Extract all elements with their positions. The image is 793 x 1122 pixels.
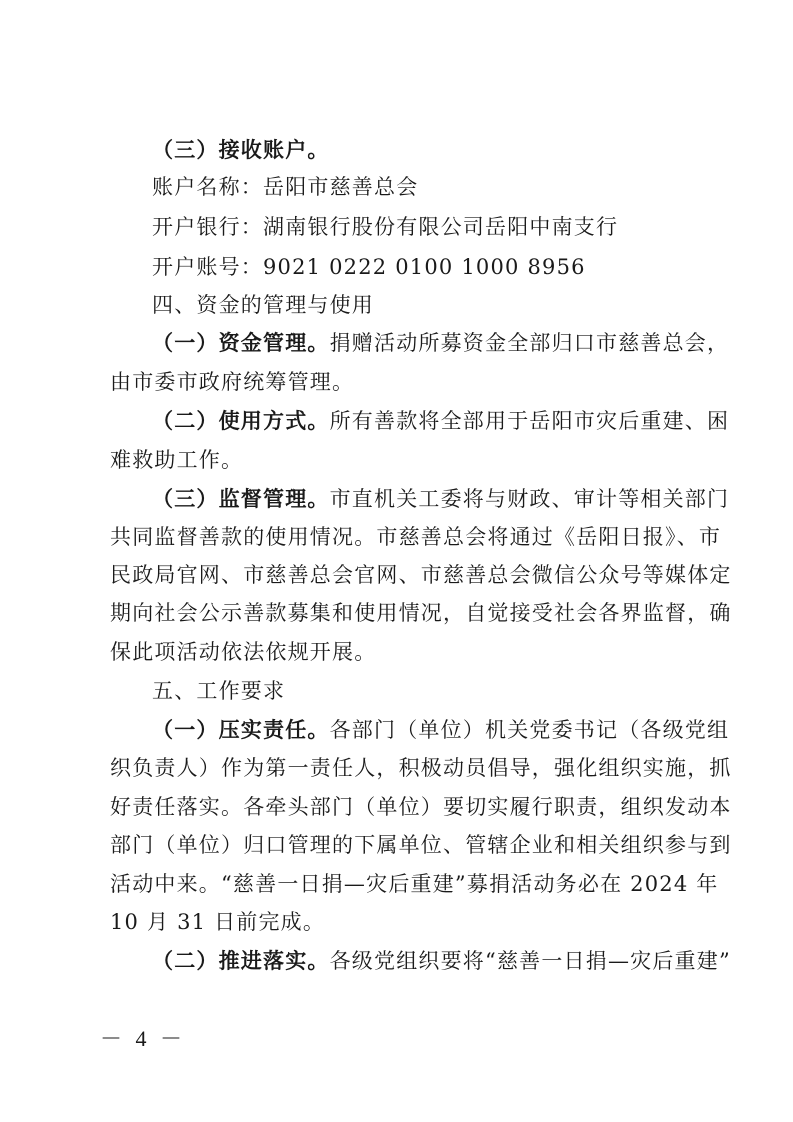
paragraph-label: （一）压实责任。 [152, 717, 330, 742]
paragraph-supervision [152, 484, 729, 514]
paragraph-line: 期向社会公示善款募集和使用情况，自觉接受社会各界监督，确 [110, 601, 732, 625]
paragraph-line: 10 月 31 日前完成。 [110, 910, 326, 934]
paragraph-responsibility [152, 715, 729, 745]
paragraph-fund-management [152, 328, 729, 358]
paragraph-text: 各级党组织要将“慈善一日捐—灾后重建” [329, 949, 731, 973]
paragraph-line: 民政局官网、市慈善总会官网、市慈善总会微信公众号等媒体定 [110, 563, 732, 587]
paragraph-implementation [152, 946, 731, 976]
page-number: － 4 － [100, 1026, 187, 1051]
bank-line: 开户银行：湖南银行股份有限公司岳阳中南支行 [152, 215, 619, 239]
paragraph-text: 所有善款将全部用于岳阳市灾后重建、困 [329, 409, 730, 433]
paragraph-line: 部门（单位）归口管理的下属单位、管辖企业和相关组织参与到 [110, 833, 732, 857]
paragraph-line: 难救助工作。 [110, 448, 244, 472]
paragraph-line: 织负责人）作为第一责任人，积极动员倡导，强化组织实施，抓 [110, 756, 732, 780]
paragraph-line: 好责任落实。各牵头部门（单位）要切实履行职责，组织发动本 [110, 795, 732, 819]
paragraph-line: 共同监督善款的使用情况。市慈善总会将通过《岳阳日报》、市 [110, 525, 722, 549]
account-name-line: 账户名称：岳阳市慈善总会 [152, 175, 419, 199]
paragraph-text: 捐赠活动所募资金全部归口市慈善总会， [329, 331, 730, 355]
paragraph-label: （三）监督管理。 [152, 486, 330, 511]
account-number-line: 开户账号：9021 0222 0100 1000 8956 [152, 255, 586, 279]
paragraph-text: 市直机关工委将与财政、审计等相关部门 [329, 487, 730, 511]
paragraph-label: （二）使用方式。 [152, 408, 330, 433]
part4-heading: 四、资金的管理与使用 [152, 293, 374, 317]
paragraph-text: 各部门（单位）机关党委书记（各级党组 [329, 718, 730, 742]
paragraph-line: 由市委市政府统筹管理。 [110, 370, 355, 394]
paragraph-line: 活动中来。“慈善一日捐—灾后重建”募捐活动务必在 2024 年 [110, 872, 719, 896]
part5-heading: 五、工作要求 [152, 679, 286, 703]
paragraph-line: 保此项活动依法依规开展。 [110, 640, 377, 664]
paragraph-label: （一）资金管理。 [152, 330, 330, 355]
paragraph-usage [152, 406, 729, 436]
paragraph-label: （二）推进落实。 [152, 948, 330, 973]
section-heading-receiving-account: （三）接收账户。 [152, 137, 330, 162]
